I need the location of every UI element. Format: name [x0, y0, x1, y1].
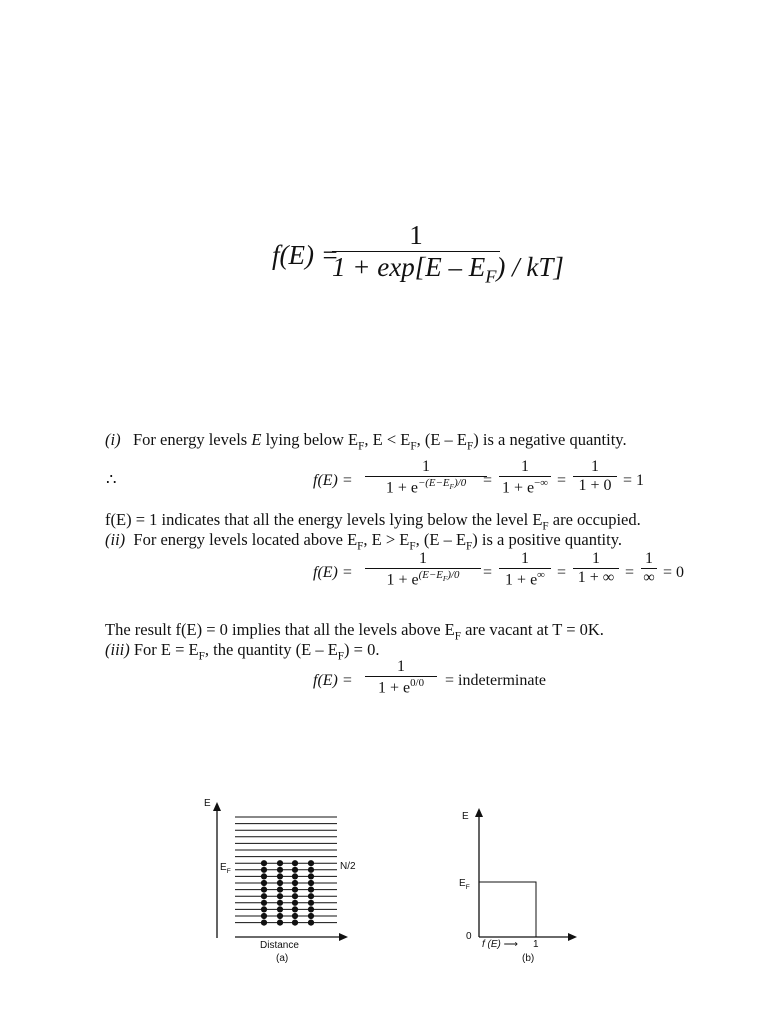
- case-i-result: = 1: [623, 472, 645, 489]
- diagram-a-n-label: N/2: [340, 861, 356, 872]
- case-iii-fraction: 1 $1 + e^{0/0}$: [365, 658, 437, 697]
- electron-dot: [308, 900, 314, 906]
- case-iii-result: = indeterminate: [445, 672, 546, 689]
- case-iii-equation: f(E) = 1 $1 + e^{0/0}$ = indeterminate: [313, 658, 546, 697]
- electron-dot: [277, 906, 283, 912]
- step-function-line: [479, 882, 536, 937]
- diagram-b-origin: 0: [466, 931, 472, 942]
- electron-dot: [261, 906, 267, 912]
- electron-dot: [261, 873, 267, 879]
- electron-dot: [308, 893, 314, 899]
- electron-dot: [292, 913, 298, 919]
- arrow-right-icon: ⟶: [503, 939, 519, 950]
- electron-dot: [277, 873, 283, 879]
- electron-dot: [308, 873, 314, 879]
- electron-dot: [308, 913, 314, 919]
- electron-dot: [292, 860, 298, 866]
- electron-dot: [308, 867, 314, 873]
- electron-dot: [292, 920, 298, 926]
- diagram-b-one: 1: [533, 939, 539, 950]
- x-axis-arrow-icon: [568, 933, 577, 941]
- diagram-b-axis-y-label: E: [462, 811, 469, 822]
- electron-dot: [277, 920, 283, 926]
- electron-dot: [277, 913, 283, 919]
- case-ii-equation: f(E) = 1 $1 + e^{(E-E_F)/0}$ = 1 1 + e∞ = 1 1 + ∞ = 1 ∞ = 0: [313, 550, 685, 589]
- main-formula-numerator: 1: [409, 220, 423, 250]
- case-ii-fraction-1: 1 $1 + e^{(E-E_F)/0}$: [365, 550, 481, 589]
- diagram-b-axis-x-label: f (E) ⟶: [482, 939, 519, 950]
- case-ii-conclusion: The result f(E) = 0 implies that all the levels above $E_F$ are vacant at T = 0K.: [105, 620, 604, 643]
- diagram-b: [470, 805, 590, 950]
- main-formula-denominator: $1 + \exp[E - E_F) / kT$]: [332, 252, 564, 287]
- electron-dot: [261, 900, 267, 906]
- y-axis-arrow-icon: [475, 808, 483, 817]
- case-i-fraction-1: 1 $1 + e^{-(E-E_F)/0}$: [365, 458, 487, 497]
- electron-dot: [292, 887, 298, 893]
- case-i-fraction-2: 1 1 + e−∞: [499, 458, 551, 497]
- electron-dot: [277, 900, 283, 906]
- electron-dot: [277, 860, 283, 866]
- electron-dot: [308, 906, 314, 912]
- case-ii-statement: (ii) For energy levels located above $E_F$, $E > E_F$, $(E - E_F)$ is a positive quantity.: [105, 530, 622, 553]
- main-formula: [272, 220, 564, 288]
- electron-dot: [277, 880, 283, 886]
- case-i-conclusion: f(E) = 1 indicates that all the energy levels lying below the level $E_F$ are occupied.: [105, 510, 641, 533]
- electron-dot: [292, 900, 298, 906]
- diagram-a-axis-y-label: E: [204, 798, 211, 809]
- electron-dot: [292, 906, 298, 912]
- electron-dot: [261, 920, 267, 926]
- case-ii-fraction-2: 1 1 + e∞: [499, 550, 551, 589]
- case-ii-result: = 0: [663, 564, 685, 581]
- electron-dot: [261, 860, 267, 866]
- case-i-lhs: f(E) =: [313, 472, 353, 489]
- electron-dot: [277, 867, 283, 873]
- electron-dot: [261, 893, 267, 899]
- diagram-b-caption: (b): [522, 953, 535, 964]
- diagram-a-caption: (a): [276, 953, 289, 964]
- electron-dot: [292, 880, 298, 886]
- electron-dot: [277, 887, 283, 893]
- electron-dot: [308, 887, 314, 893]
- case-iii-statement: (iii) For $E = E_F$, the quantity $(E - E_F) = 0$.: [105, 640, 380, 663]
- main-formula-fraction: [332, 220, 564, 287]
- electron-dot: [261, 913, 267, 919]
- electron-dot: [261, 880, 267, 886]
- diagram-a-fermi-label: $E_F$: [220, 862, 231, 875]
- electron-dot: [292, 893, 298, 899]
- x-axis-arrow-icon: [339, 933, 348, 941]
- case-ii-fraction-3: 1 1 + ∞: [573, 550, 619, 587]
- electron-dot: [308, 860, 314, 866]
- electron-dot: [292, 873, 298, 879]
- main-formula-lhs: f(E) =: [272, 240, 339, 270]
- electron-dot: [308, 920, 314, 926]
- y-axis-arrow-icon: [213, 802, 221, 811]
- case-i-equation: f(E) = 1 $1 + e^{-(E-E_F)/0}$ = 1 1 + e−∞ = 1 1 + 0 = 1: [313, 458, 645, 497]
- case-i-fraction-3: 1 1 + 0: [573, 458, 617, 495]
- electron-dot: [292, 867, 298, 873]
- electron-dot: [261, 887, 267, 893]
- case-i-statement: (i) For energy levels E lying below $E_F$, $E < E_F$, $(E - E_F)$ is a negative quantity.: [105, 430, 627, 453]
- diagram-b-fermi-label: $E_F$: [459, 878, 470, 891]
- diagram-a-axis-x-label: Distance: [260, 940, 299, 951]
- electron-dot: [261, 867, 267, 873]
- energy-levels: [235, 817, 337, 923]
- electron-dot: [277, 893, 283, 899]
- therefore-symbol: ∴: [106, 470, 117, 489]
- case-ii-fraction-4: 1 ∞: [641, 550, 657, 587]
- electron-dot: [308, 880, 314, 886]
